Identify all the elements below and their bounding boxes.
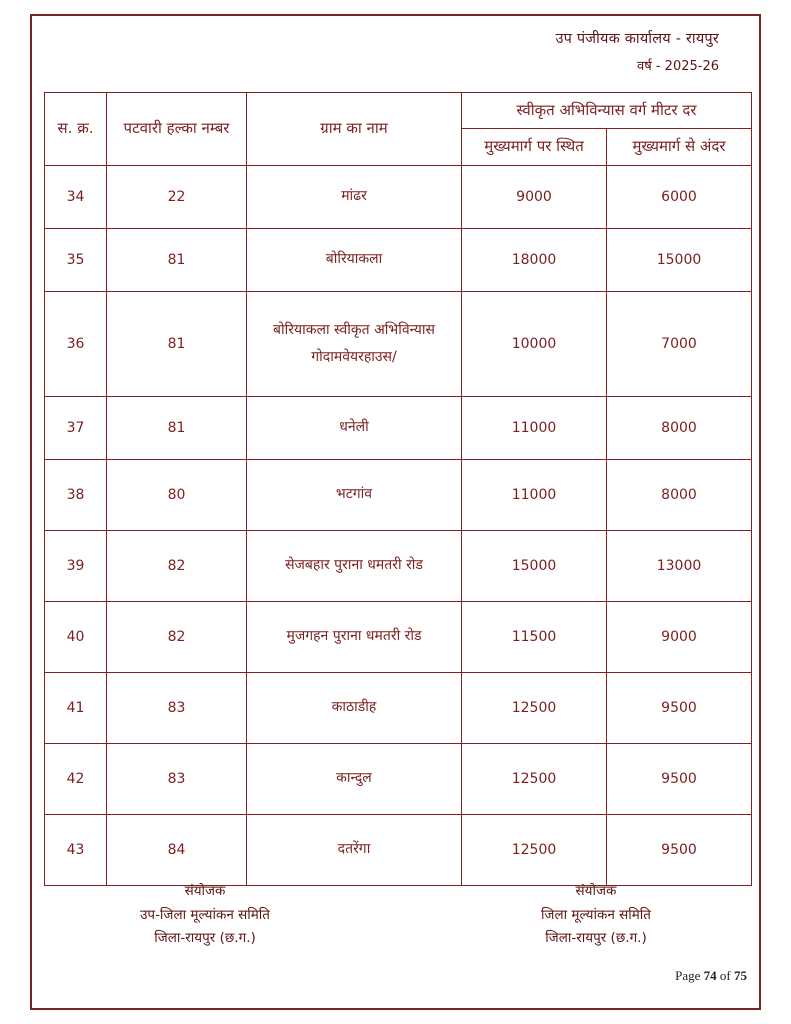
cell-village-name: बोरियाकला स्वीकृत अभिविन्यास गोदामवेयरहाउस/: [247, 291, 462, 396]
page-label-mid: of: [716, 968, 734, 983]
cell-rate-main: 11500: [462, 601, 607, 672]
table-header: [45, 93, 752, 166]
cell-rate-inner: 7000: [607, 291, 752, 396]
th-patwari-halka-number: पटवारी हल्का नम्बर: [107, 93, 247, 166]
page-label-prefix: Page: [675, 968, 704, 983]
th-rate-inside-main-road: मुख्यमार्ग से अंदर: [607, 129, 752, 165]
cell-rate-main: 12500: [462, 672, 607, 743]
cell-rate-main: 15000: [462, 530, 607, 601]
cell-village-name: बोरियाकला: [247, 228, 462, 291]
cell-rate-inner: 6000: [607, 165, 752, 228]
signatory-district-left: जिला-रायपुर (छ.ग.): [154, 930, 256, 947]
cell-halka-number: 81: [107, 228, 247, 291]
signature-block-left: [140, 880, 270, 951]
table-body: [45, 165, 752, 885]
cell-serial-number: 41: [45, 672, 107, 743]
cell-rate-inner: 8000: [607, 396, 752, 459]
cell-rate-inner: 9500: [607, 672, 752, 743]
cell-serial-number: 42: [45, 743, 107, 814]
th-approved-layout-rate-group: स्वीकृत अभिविन्यास वर्ग मीटर दर: [462, 93, 752, 129]
cell-serial-number: 35: [45, 228, 107, 291]
signatory-role-left: संयोजक: [184, 883, 226, 899]
cell-rate-inner: 13000: [607, 530, 752, 601]
cell-rate-main: 10000: [462, 291, 607, 396]
cell-halka-number: 83: [107, 743, 247, 814]
cell-rate-inner: 9500: [607, 814, 752, 885]
cell-halka-number: 84: [107, 814, 247, 885]
signature-block-right: [541, 880, 651, 951]
cell-village-name: दतरेंगा: [247, 814, 462, 885]
cell-serial-number: 36: [45, 291, 107, 396]
table-row: [45, 396, 752, 459]
cell-serial-number: 39: [45, 530, 107, 601]
signatory-committee-left: उप-जिला मूल्यांकन समिति: [140, 906, 270, 923]
signatory-committee-right: जिला मूल्यांकन समिति: [540, 906, 651, 923]
cell-rate-inner: 15000: [607, 228, 752, 291]
cell-rate-main: 12500: [462, 743, 607, 814]
table-row: [45, 165, 752, 228]
cell-serial-number: 37: [45, 396, 107, 459]
th-serial-number: स. क्र.: [45, 93, 107, 166]
cell-rate-main: 11000: [462, 459, 607, 530]
table-row: [45, 672, 752, 743]
cell-serial-number: 34: [45, 165, 107, 228]
cell-halka-number: 81: [107, 291, 247, 396]
table-header-row-1: [45, 93, 752, 129]
th-village-name: ग्राम का नाम: [247, 93, 462, 166]
table-row: [45, 291, 752, 396]
signatory-role-right: संयोजक: [575, 883, 617, 899]
signature-footer: [44, 880, 747, 951]
table-row: [45, 530, 752, 601]
cell-halka-number: 83: [107, 672, 247, 743]
cell-rate-inner: 9000: [607, 601, 752, 672]
cell-rate-inner: 9500: [607, 743, 752, 814]
cell-halka-number: 80: [107, 459, 247, 530]
table-row: [45, 814, 752, 885]
table-row: [45, 743, 752, 814]
cell-rate-main: 12500: [462, 814, 607, 885]
cell-village-name: मांढर: [247, 165, 462, 228]
cell-rate-main: 9000: [462, 165, 607, 228]
page-current: 74: [703, 968, 717, 983]
cell-village-name: भटगांव: [247, 459, 462, 530]
cell-halka-number: 82: [107, 530, 247, 601]
cell-rate-inner: 8000: [607, 459, 752, 530]
cell-village-name: धनेली: [247, 396, 462, 459]
cell-serial-number: 40: [45, 601, 107, 672]
table-row: [45, 459, 752, 530]
page-number: [675, 968, 747, 984]
cell-village-name: मुजगहन पुराना धमतरी रोड: [247, 601, 462, 672]
cell-rate-main: 11000: [462, 396, 607, 459]
th-rate-on-main-road: मुख्यमार्ग पर स्थित: [462, 129, 607, 165]
page-total: 75: [734, 968, 747, 983]
cell-serial-number: 38: [45, 459, 107, 530]
document-header: [44, 28, 747, 74]
cell-rate-main: 18000: [462, 228, 607, 291]
cell-village-name: काठाडीह: [247, 672, 462, 743]
fiscal-year: वर्ष - 2025-26: [636, 59, 719, 74]
cell-halka-number: 81: [107, 396, 247, 459]
cell-halka-number: 22: [107, 165, 247, 228]
cell-village-name: सेजबहार पुराना धमतरी रोड: [247, 530, 462, 601]
office-title: उप पंजीयक कार्यालय - रायपुर: [555, 31, 719, 47]
cell-village-name: कान्दुल: [247, 743, 462, 814]
cell-halka-number: 82: [107, 601, 247, 672]
table-row: [45, 601, 752, 672]
valuation-rate-table: [44, 92, 752, 886]
table-row: [45, 228, 752, 291]
signatory-district-right: जिला-रायपुर (छ.ग.): [545, 930, 647, 947]
cell-serial-number: 43: [45, 814, 107, 885]
